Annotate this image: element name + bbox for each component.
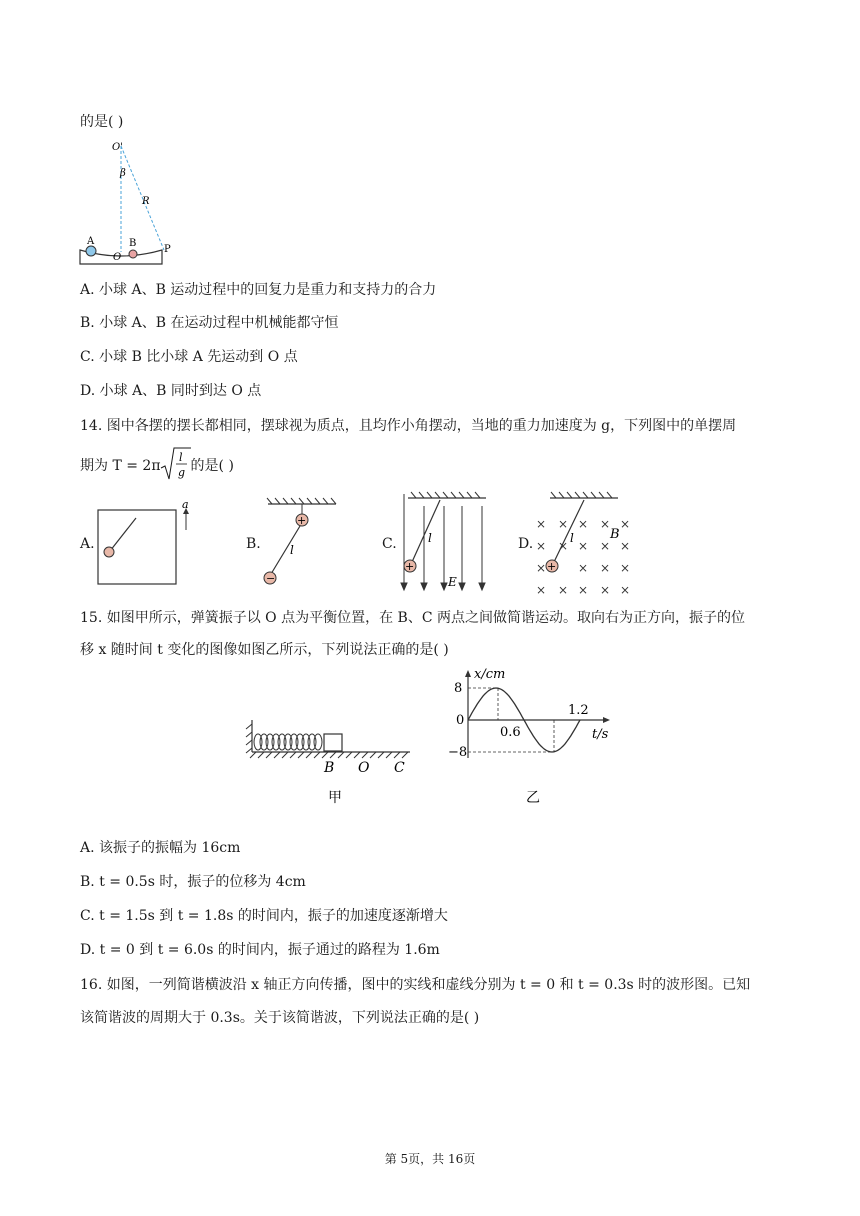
q14-option-d-label[interactable]: D. [518,536,534,552]
q15-option-a[interactable]: A. 该振子的振幅为 16cm [80,840,241,856]
y-tick-max: 8 [454,681,463,696]
label-r: R [142,196,150,207]
q13-option-c[interactable]: C. 小球 B 比小球 A 先运动到 O 点 [80,349,298,365]
q14-option-a-label[interactable]: A. [80,536,95,552]
q16-line1: 16. 如图，一列简谐横波沿 x 轴正方向传播，图中的实线和虚线分别为 t = 0 和 t = 0.3s 时的波形图。已知 [80,977,751,993]
svg-text:×: × [600,517,611,531]
caption-jia: 甲 [328,790,342,806]
q14-formula-pre: 期为 T = 2π [80,458,161,474]
svg-text:×: × [600,561,611,575]
caption-yi: 乙 [526,790,540,806]
x-tick-mid: 0.6 [500,725,521,740]
plus-sign: + [297,514,307,527]
page-footer: 第 5页，共 16页 [384,1152,476,1166]
q14-line1: 14. 图中各摆的摆长都相同，摆球视为质点，且均作小角摆动，当地的重力加速度为 g，下列图中的单摆周 [80,418,737,434]
svg-text:×: × [558,539,569,553]
q14-fig-d [534,486,634,596]
label-l-b: l [290,543,294,557]
svg-text:×: × [620,561,631,575]
q13-option-d[interactable]: D. 小球 A、B 同时到达 O 点 [80,383,262,399]
label-a: A [87,236,95,247]
label-e: E [448,575,457,589]
minus-sign: − [266,572,276,585]
y-axis-label: x/cm [474,667,506,682]
q14-line2 [80,451,234,479]
x-tick-end: 1.2 [568,703,589,718]
x-axis-label: t/s [592,727,609,742]
svg-text:×: × [578,561,589,575]
q13-figure [78,136,178,272]
label-o-prime: O' [112,142,123,153]
svg-text:×: × [558,517,569,531]
svg-text:×: × [536,517,547,531]
q13-option-b[interactable]: B. 小球 A、B 在运动过程中机械能都守恒 [80,315,339,331]
q14-sqrt [161,451,191,479]
svg-text:×: × [578,517,589,531]
q13-stem-tail: 的是( ) [80,114,124,130]
q15-line2: 移 x 随时间 t 变化的图像如图乙所示，下列说法正确的是( ) [80,642,449,658]
svg-text:×: × [578,583,589,597]
svg-text:×: × [620,539,631,553]
q14-fig-c [400,486,492,592]
label-l-c: l [428,531,432,545]
q13-option-a[interactable]: A. 小球 A、B 运动过程中的回复力是重力和支持力的合力 [80,282,437,298]
plus-sign-c: + [405,560,415,573]
svg-text:×: × [536,561,547,575]
label-p: P [164,244,171,255]
q14-option-b-label[interactable]: B. [246,536,261,552]
q15-option-b[interactable]: B. t = 0.5s 时，振子的位移为 4cm [80,874,306,890]
label-b: B [129,238,137,249]
label-beta: β [120,168,126,179]
q15-fig-left [244,716,414,806]
plus-sign-d: + [547,560,557,573]
y-tick-origin: 0 [456,713,465,728]
label-b-field: B [610,527,620,542]
frac-num: l [178,451,183,464]
label-b-point: B [324,760,335,776]
svg-text:×: × [558,583,569,597]
q15-line1: 15. 如图甲所示，弹簧振子以 O 点为平衡位置，在 B、C 两点之间做简谐运动。取向右为正方向，振子的位 [80,610,745,626]
svg-text:×: × [600,583,611,597]
q14-formula-post: 的是( ) [190,458,234,474]
q14-fig-a [96,496,196,586]
q15-option-d[interactable]: D. t = 0 到 t = 6.0s 的时间内，振子通过的路程为 1.6m [80,942,440,958]
label-o: O [113,252,122,263]
q14-option-c-label[interactable]: C. [382,536,397,552]
label-o-point: O [358,760,370,776]
svg-text:×: × [620,583,631,597]
label-l-d: l [570,531,574,545]
y-tick-min: −8 [448,745,468,760]
q16-line2: 该简谐波的周期大于 0.3s。关于该简谐波，下列说法正确的是( ) [80,1010,480,1026]
q15-chart [444,664,624,806]
frac-den: g [177,466,185,479]
q15-option-c[interactable]: C. t = 1.5s 到 t = 1.8s 的时间内，振子的加速度逐渐增大 [80,908,448,924]
label-a-accel: a [182,498,189,511]
label-c-point: C [394,760,405,776]
svg-text:×: × [620,517,631,531]
svg-text:×: × [600,539,611,553]
svg-text:×: × [536,539,547,553]
svg-text:×: × [536,583,547,597]
q14-fig-b [262,496,342,592]
svg-text:×: × [578,539,589,553]
